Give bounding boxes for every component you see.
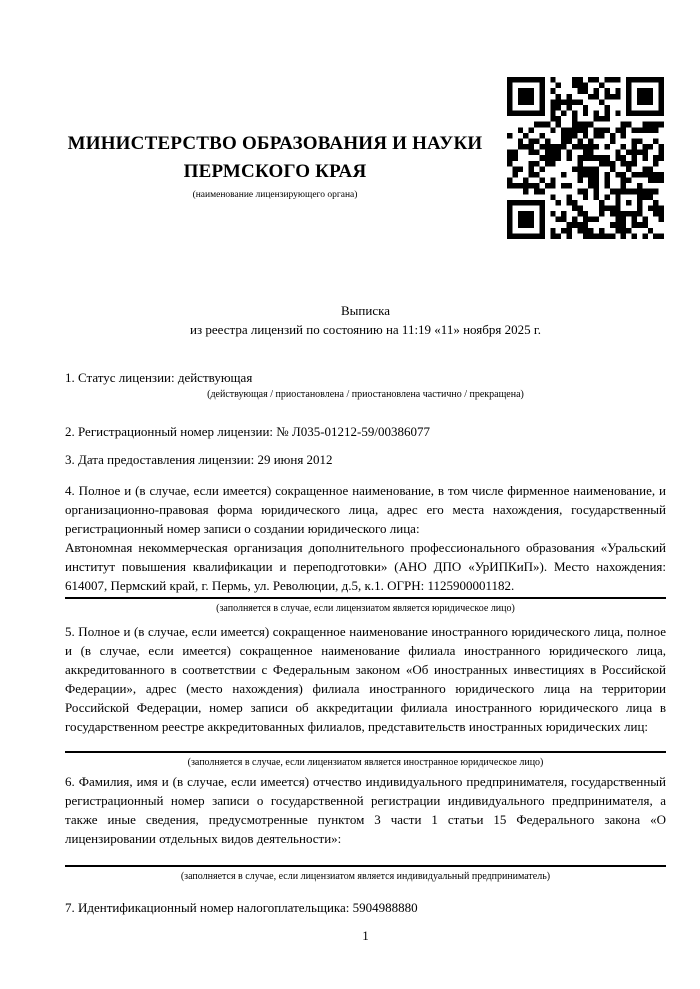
- entrepreneur-caption: (заполняется в случае, если лицензиатом является индивидуальный предприниматель): [180, 871, 551, 882]
- item-registration-number: [65, 422, 666, 441]
- legal-entity-caption: (заполняется в случае, если лицензиатом является юридическое лицо): [216, 603, 515, 614]
- ministry-header: [65, 130, 485, 201]
- ministry-name-line2: ПЕРМСКОГО КРАЯ: [183, 161, 367, 182]
- foreign-entity-question: 5. Полное и (в случае, если имеется) сокращенное наименование иностранного юридического лица, полное и (в случае, если имеется) сокращенное наименование филиала иностранного юридического лица, аккредитованного в соответствии с Федеральным законом «Об иностранных инвестициях в Российской Федерации», адрес (место нахождения) филиала иностранного юридического лица на территории Российской Федерации, номер записи об аккредитации филиала иностранного юридического лица в государственном реестре аккредитованных филиалов, представительств иностранных юридических лиц:: [65, 624, 666, 734]
- legal-entity-value: Автономная некоммерческая организация дополнительного профессионального образования «Уральский институт повышения квалификации и переподготовки» (АНО ДПО «УрИПКиП»). Место нахождения: 614007, Пермский край, г. Пермь, ул. Революции, д.5, к.1. ОГРН: 1125900001182.: [65, 540, 666, 593]
- item-legal-entity: [65, 481, 666, 615]
- legal-entity-question: 4. Полное и (в случае, если имеется) сокращенное наименование, в том числе фирменное наименование, и организационно-правовая форма юридического лица, адрес его места нахождения, государственный регистрационный номер записи о создании юридического лица:: [65, 483, 666, 536]
- item-license-status: [65, 368, 666, 401]
- ministry-name-note: (наименование лицензирующего органа): [192, 190, 358, 200]
- license-status-caption: (действующая / приостановлена / приостановлена частично / прекращена): [207, 389, 524, 400]
- foreign-entity-caption: (заполняется в случае, если лицензиатом является иностранное юридическое лицо): [187, 757, 544, 768]
- foreign-entity-rule: [65, 751, 666, 753]
- document-title-line2: из реестра лицензий по состоянию на 11:19 «11» ноября 2025 г.: [190, 322, 541, 337]
- ministry-name-line1: МИНИСТЕРСТВО ОБРАЗОВАНИЯ И НАУКИ: [67, 133, 483, 154]
- item-taxpayer-id: [65, 898, 666, 917]
- item-grant-date: [65, 450, 666, 469]
- registration-number-text: 2. Регистрационный номер лицензии: № Л035-01212-59/00386077: [65, 424, 431, 439]
- grant-date-text: 3. Дата предоставления лицензии: 29 июня 2012: [65, 452, 333, 467]
- legal-entity-rule: [65, 597, 666, 599]
- document-title-line1: Выписка: [341, 303, 390, 318]
- document-title: [65, 301, 666, 339]
- entrepreneur-rule: [65, 865, 666, 867]
- page-number: 1: [362, 928, 369, 943]
- entrepreneur-question: 6. Фамилия, имя и (в случае, если имеется) отчество индивидуального предпринимателя, государственный регистрационный номер записи о государственной регистрации индивидуального предпринимателя, а также иные сведения, предусмотренные пунктом 3 части 1 статьи 15 Федерального закона «О лицензировании отдельных видов деятельности»:: [65, 774, 666, 846]
- license-status-text: 1. Статус лицензии: действующая: [65, 370, 253, 385]
- taxpayer-id-text: 7. Идентификационный номер налогоплательщика: 5904988880: [65, 900, 418, 915]
- item-entrepreneur: [65, 772, 666, 883]
- item-foreign-entity: [65, 622, 666, 769]
- qr-code-icon: [507, 77, 664, 239]
